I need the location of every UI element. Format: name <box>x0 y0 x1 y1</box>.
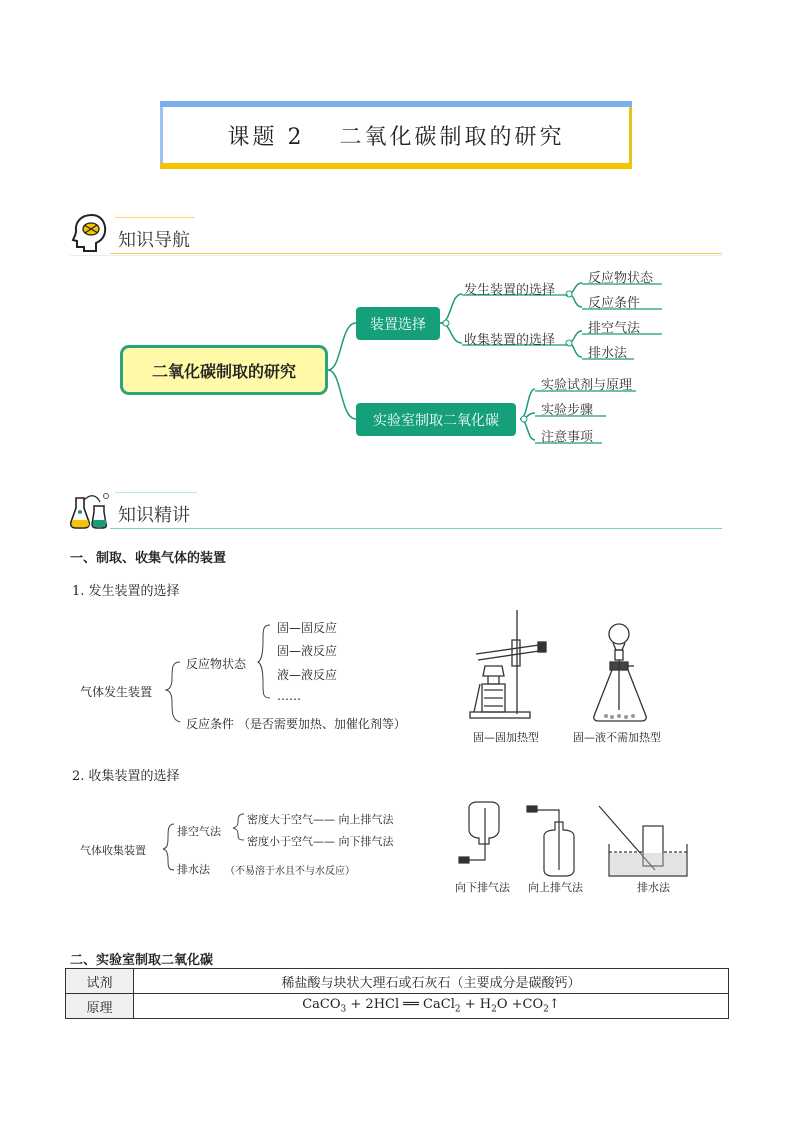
table-value: 稀盐酸与块状大理石或石灰石（主要成分是碳酸钙） <box>134 969 729 994</box>
section-heading-nav: 知识导航 <box>118 230 190 251</box>
part2-heading: 二、实验室制取二氧化碳 <box>70 953 214 968</box>
eq-sub: 2 <box>454 1004 461 1015</box>
reagent-table <box>65 968 729 1019</box>
fig-caption: 向上排气法 <box>528 881 583 894</box>
table-key: 原理 <box>66 994 134 1019</box>
eq-part: CaCO <box>302 997 341 1013</box>
mindmap-connectors <box>0 0 794 470</box>
table-row <box>66 994 729 1019</box>
col-water-label: 排水法 <box>177 863 210 876</box>
gen-state-item: 固—液反应 <box>277 644 338 658</box>
part1-heading: 一、制取、收集气体的装置 <box>70 551 227 566</box>
page-title: 课题 2 二氧化碳制取的研究 <box>227 124 565 150</box>
fig-caption: 向下排气法 <box>455 881 510 894</box>
mindmap-leaf: 实验步骤 <box>541 403 594 418</box>
heating-apparatus-figure <box>460 606 560 726</box>
gen-state-item: …… <box>277 689 301 703</box>
section-rule-lecture <box>110 528 722 529</box>
mindmap-branch-equipment-label: 装置选择 <box>370 316 426 333</box>
eq-part: + H <box>460 997 492 1013</box>
mindmap-root-label: 二氧化碳制取的研究 <box>151 361 296 381</box>
table-key: 试剂 <box>66 969 134 994</box>
collection-figures <box>455 800 695 878</box>
section-heading-lecture: 知识精讲 <box>118 505 190 526</box>
col-heading: 2. 收集装置的选择 <box>72 769 180 784</box>
gen-condition: 反应条件 （是否需要加热、加催化剂等） <box>186 717 406 731</box>
lab-flask-icon <box>68 490 112 530</box>
section-topline-lecture <box>115 492 197 493</box>
gen-state-item: 液—液反应 <box>277 668 338 682</box>
fig-caption: 固—固加热型 <box>473 731 539 744</box>
col-air-label: 排空气法 <box>177 825 221 838</box>
flask-apparatus-figure <box>586 618 656 724</box>
mindmap-leaf: 排空气法 <box>588 321 641 336</box>
mindmap-sub-generator: 发生装置的选择 <box>464 283 556 298</box>
eq-sub: 2 <box>491 1004 497 1015</box>
gen-state-label: 反应物状态 <box>186 657 247 671</box>
eq-part: + 2HCl ══ CaCl <box>346 997 455 1013</box>
eq-sub: 3 <box>340 1004 347 1015</box>
eq-sub: 2 <box>543 1004 549 1015</box>
fig-caption: 排水法 <box>637 881 670 894</box>
mindmap-root <box>120 345 328 395</box>
mindmap-branch-equipment <box>356 307 440 340</box>
col-root: 气体收集装置 <box>80 844 146 857</box>
mindmap-branch-lab-prep-label: 实验室制取二氧化碳 <box>373 412 499 429</box>
mindmap-sub-collector: 收集装置的选择 <box>464 333 556 348</box>
mindmap-branch-lab-prep <box>356 403 516 436</box>
gen-heading: 1. 发生装置的选择 <box>72 584 180 599</box>
gen-state-item: 固—固反应 <box>277 621 338 635</box>
col-water-note: （不易溶于水且不与水反应） <box>225 866 355 877</box>
mindmap-leaf: 实验试剂与原理 <box>541 378 633 393</box>
reaction-equation <box>134 994 729 1019</box>
mindmap-leaf: 排水法 <box>588 346 628 361</box>
col-air-item: 密度小于空气—— 向下排气法 <box>247 835 394 848</box>
fig-caption: 固—液不需加热型 <box>573 731 661 744</box>
eq-part: O +CO <box>496 997 544 1013</box>
eq-part: ↑ <box>548 997 560 1013</box>
mindmap-leaf: 反应条件 <box>588 296 641 311</box>
col-air-item: 密度大于空气—— 向上排气法 <box>247 813 394 826</box>
table-row <box>66 969 729 994</box>
gen-root: 气体发生装置 <box>80 685 153 699</box>
mindmap-leaf: 反应物状态 <box>588 271 654 286</box>
mindmap-leaf: 注意事项 <box>541 430 594 445</box>
